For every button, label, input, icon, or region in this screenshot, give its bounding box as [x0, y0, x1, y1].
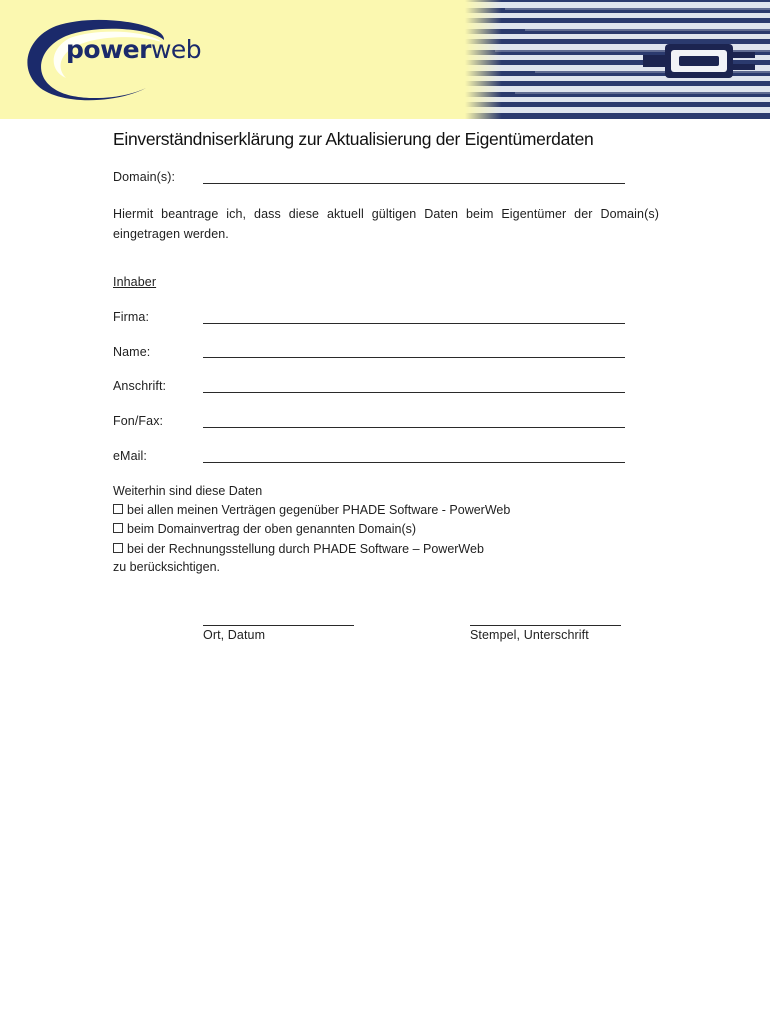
consent-option-3-label: bei der Rechnungsstellung durch PHADE Software – PowerWeb — [127, 542, 484, 556]
anschrift-input-line[interactable] — [203, 392, 625, 393]
domain-label: Domain(s): — [113, 170, 176, 184]
consent-option-2[interactable] — [113, 522, 416, 536]
empty-checkbox-icon[interactable] — [113, 504, 123, 514]
consent-lead: Weiterhin sind diese Daten — [113, 484, 263, 498]
document-title: Einverständniserklärung zur Aktualisierung der Eigentümerdaten — [113, 129, 594, 149]
name-label: Name: — [113, 345, 151, 359]
consent-option-2-label: beim Domainvertrag der oben genannten Domain(s) — [127, 522, 417, 536]
consent-option-3[interactable] — [113, 542, 484, 556]
email-input-line[interactable] — [203, 462, 625, 463]
place-date-line[interactable] — [203, 625, 354, 626]
consent-option-1-label: bei allen meinen Verträgen gegenüber PHADE Software - PowerWeb — [127, 503, 511, 517]
striped-connector-graphic-icon — [465, 0, 770, 119]
logo-wordmark — [66, 37, 201, 62]
firma-input-line[interactable] — [203, 323, 625, 324]
stamp-signature-line[interactable] — [470, 625, 621, 626]
logo-word-web: web — [150, 35, 202, 64]
domain-input-line[interactable] — [203, 183, 625, 184]
logo-word-power: power — [66, 35, 151, 64]
name-input-line[interactable] — [203, 357, 625, 358]
place-date-label: Ort, Datum — [203, 628, 266, 642]
consent-option-1[interactable] — [113, 503, 510, 517]
consent-closing: zu berücksichtigen. — [113, 560, 221, 574]
empty-checkbox-icon[interactable] — [113, 543, 123, 553]
fonfax-label: Fon/Fax: — [113, 414, 164, 428]
empty-checkbox-icon[interactable] — [113, 523, 123, 533]
intro-paragraph: Hiermit beantrage ich, dass diese aktuell gültigen Daten beim Eigentümer der Domain(s) eingetragen werden. — [113, 207, 659, 241]
fonfax-input-line[interactable] — [203, 427, 625, 428]
anschrift-label: Anschrift: — [113, 379, 167, 393]
firma-label: Firma: — [113, 310, 150, 324]
header-banner — [0, 0, 770, 119]
owner-heading: Inhaber — [113, 275, 157, 289]
email-label: eMail: — [113, 449, 147, 463]
stamp-signature-label: Stempel, Unterschrift — [470, 628, 589, 642]
